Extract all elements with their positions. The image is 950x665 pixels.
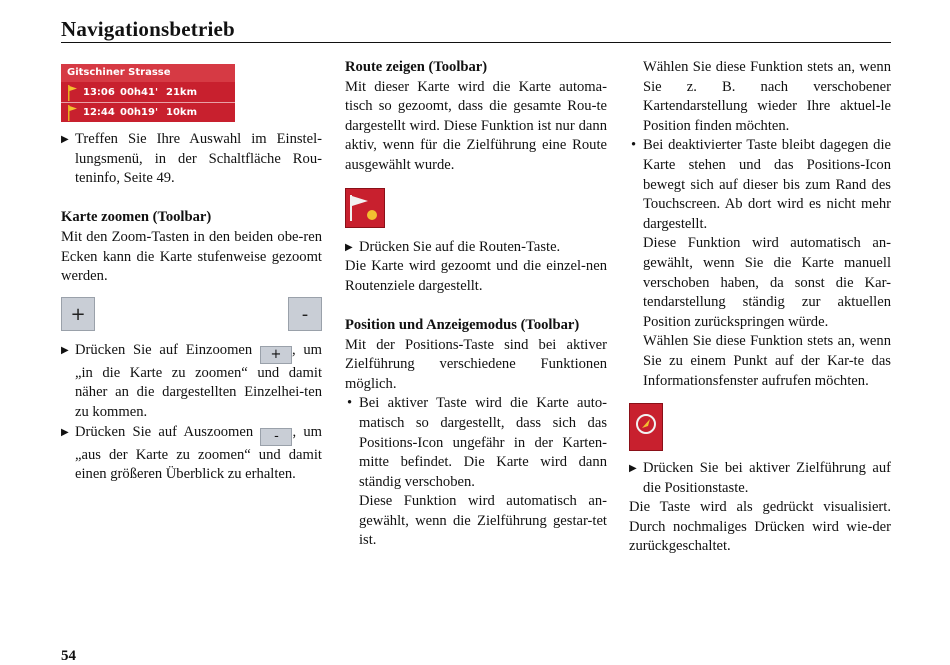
zoom-out-inline-icon: -: [260, 428, 292, 446]
zoom-intro-text: Mit den Zoom-Tasten in den beiden obe-ren Ecken kann die Karte stufenweise gezoomt werden.: [61, 228, 322, 285]
page-title: Navigationsbetrieb: [61, 17, 235, 41]
inactive-button-note: Diese Funktion wird automatisch an-gewählt, wenn Sie die Karte manuell verschoben haben, da sonst die Kar-tendarstellung ständig zur aktuellen Position zurückspringen würde.: [643, 235, 891, 330]
page-number: 54: [61, 648, 76, 664]
zoom-in-icon: +: [61, 297, 95, 331]
remaining-duration: 00h41': [120, 87, 159, 98]
column-2: [345, 58, 607, 551]
triangle-bullet-icon: ▶: [61, 344, 69, 356]
remaining-distance: 10km: [166, 107, 197, 118]
column-1: [61, 58, 322, 485]
section-heading-route: Route zeigen (Toolbar): [345, 59, 488, 75]
active-button-bullet: • Bei aktiver Taste wird die Karte auto-matisch so dargestellt, dass sich das Positions-Icon ungefähr in der Karten-mitte befindet. Die Karte wird dann ständig verschoben.: [347, 395, 607, 490]
title-rule: [61, 42, 891, 43]
arrival-time: 12:44: [83, 107, 115, 118]
section-heading-zoom: Karte zoomen (Toolbar): [61, 209, 212, 226]
triangle-bullet-icon: ▶: [345, 241, 353, 253]
route-result-text: Die Karte wird gezoomt und die einzel-nen Routenziele dargestellt.: [345, 258, 607, 294]
triangle-bullet-icon: ▶: [61, 426, 69, 438]
destination-flag-icon: [67, 85, 77, 101]
column-3: [629, 58, 891, 557]
remaining-distance: 21km: [166, 87, 197, 98]
instruction-position-button: ▶ Drücken Sie bei aktiver Zielführung auf die Positionstaste.: [629, 460, 891, 496]
route-text: Mit dieser Karte wird die Karte automa-tisch so gezoomt, dass die gesamte Rou-te dargestellt wird. Diese Funktion ist nur dann aktiv, wenn für die Zielführung eine Route ausgewählt wurde.: [345, 78, 607, 173]
instruction-route-button: ▶ Drücken Sie auf die Routen-Taste.: [345, 238, 607, 258]
route-info-panel: [61, 64, 235, 122]
waypoint-flag-icon: [67, 105, 77, 121]
route-street-name: Gitschiner Strasse: [61, 64, 235, 82]
triangle-bullet-icon: ▶: [61, 134, 69, 145]
position-button-icon: [629, 403, 663, 451]
position-intro-text: Mit der Positions-Taste sind bei aktiver Zielführung verschiedene Funktionen möglich.: [345, 336, 607, 392]
instruction-zoom-out: ▶ Drücken Sie auf Auszoomen - , um „aus der Karte zu zoomen“ und damit einen größeren Überblick zu erhalten.: [61, 423, 322, 483]
zoom-in-inline-icon: +: [260, 346, 292, 364]
triangle-bullet-icon: ▶: [629, 463, 637, 475]
section-heading-position: Position und Anzeigemodus (Toolbar): [345, 316, 580, 333]
inactive-button-bullet: • Bei deaktivierter Taste bleibt dagegen die Karte stehen und das Positions-Icon bewegt sich auf dieser bis zum Rand des Touchscreen. Ab dort wird es nicht mehr dargestellt.: [631, 137, 891, 232]
instruction-zoom-in: ▶ Drücken Sie auf Einzoomen + , um „in die Karte zu zoomen“ und damit näher an die dargestellten Einzelhei-ten zu kommen.: [61, 341, 323, 420]
route-button-icon: [345, 188, 385, 228]
active-button-note: Diese Funktion wird automatisch an-gewählt, wenn die Zielführung gestar-tet ist.: [359, 493, 607, 549]
arrival-time: 13:06: [83, 87, 115, 98]
zoom-icons-row: [61, 297, 322, 333]
continue-text: Wählen Sie diese Funktion stets an, wenn Sie z. B. nach verschobener Kartendarstellung wieder Ihre aktuel-le Position finden möchten.: [643, 59, 891, 134]
pressed-text: Die Taste wird als gedrückt visualisiert. Durch nochmaliges Drücken wird wie-der zurückgeschaltet.: [629, 499, 891, 555]
instruction-select-routeinfo: ▶ Treffen Sie Ihre Auswahl im Einstel- lungsmenü, in der Schaltfläche Rou- teninfo, Seite 49.: [61, 131, 322, 187]
zoom-out-icon: -: [288, 297, 322, 331]
remaining-duration: 00h19': [120, 107, 159, 118]
route-info-row: [61, 102, 235, 122]
inactive-button-note-2: Wählen Sie diese Funktion stets an, wenn Sie zu einem Punkt auf der Kar-te das Informationsfenster aufrufen möchten.: [643, 333, 891, 389]
route-info-row: [61, 83, 235, 102]
